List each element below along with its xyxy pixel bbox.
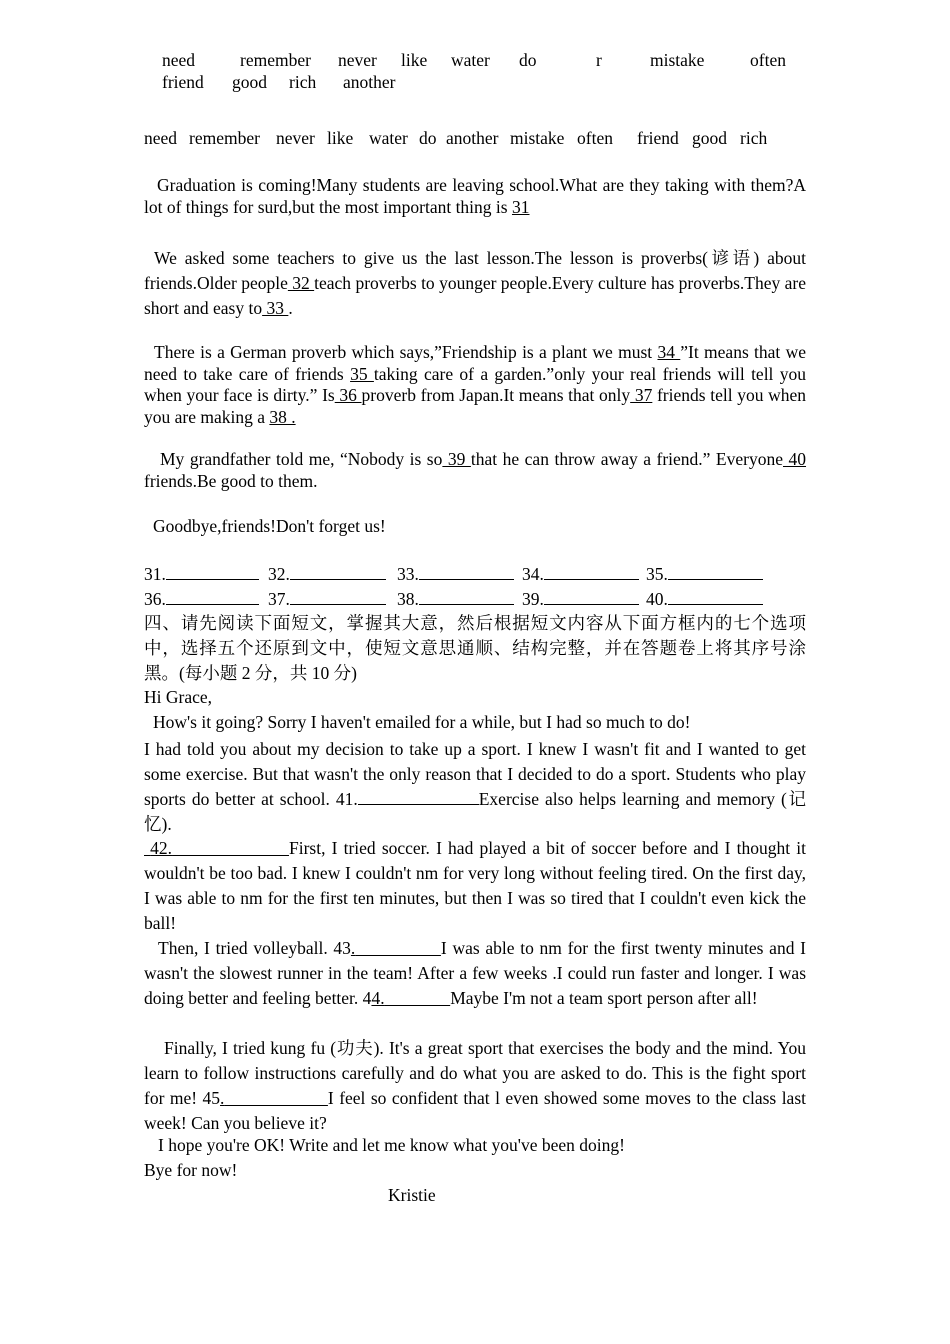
passage1-paragraph1: Graduation is coming!Many students are leaving school.What are they taking with them?A lot of things for surd,but the most important thing is 31 bbox=[144, 175, 806, 217]
letter-paragraph4: Then, I tried volleyball. 43. I was able to nm for the first twenty minutes and I wasn't the slowest runner in the team! After a few weeks .I could run faster and longer. I was doing better and feeling better. 44. Maybe I'm not a team sport person after all! bbox=[144, 938, 806, 1008]
letter-greeting: Hi Grace, bbox=[144, 687, 213, 707]
passage1-paragraph3: There is a German proverb which says,”Friendship is a plant we must 34 ”It means that we need to take care of friends 35 taking care of a garden.”only your real friends will tell you when your face is dirty.” Is 36 proverb from Japan.It means that only 37 friends tell you when you are making a 38 . bbox=[144, 342, 807, 427]
answer-33: 33. bbox=[397, 563, 514, 585]
answer-32: 32. bbox=[268, 563, 386, 585]
word-line-item: another bbox=[446, 128, 499, 148]
letter-paragraph2: I had told you about my decision to take up a sport. I knew I wasn't fit and I wanted to get some exercise. But that wasn't the only reason that I decided to do a sport. Students who play sports do better at school. 41. Exercise also helps learning and memory (记忆). bbox=[144, 739, 806, 834]
word-like: like bbox=[401, 50, 428, 70]
blank-42: 42. bbox=[150, 838, 173, 858]
word-another: another bbox=[343, 72, 396, 92]
blank-38: 38 . bbox=[269, 406, 296, 427]
word-good: good bbox=[232, 72, 267, 92]
blank-40: 40 bbox=[783, 449, 807, 469]
answer-38: 38. bbox=[397, 588, 514, 610]
word-water: water bbox=[451, 50, 490, 70]
letter-paragraph5: Finally, I tried kung fu (功夫). It's a great sport that exercises the body and the mind. You learn to follow instructions carefully and do what you are asked to do. This is the fight sport for me! 45. I feel so confident that l even showed some moves to the class last week! Can you believe it? bbox=[144, 1038, 806, 1133]
answer-36: 36. bbox=[144, 588, 259, 610]
letter-paragraph3: 42. First, I tried soccer. I had played a bit of soccer before and I thought it wouldn't be too bad. I knew I couldn't nm for very long without feeling tired. On the first day, I was able to nm for the first ten minutes, but then I was so tired that I couldn't even kick the ball! bbox=[144, 838, 807, 933]
answer-39: 39. bbox=[522, 588, 639, 610]
blank-45: . bbox=[220, 1088, 225, 1108]
word-often: often bbox=[750, 50, 786, 70]
letter-closing: Bye for now! bbox=[144, 1160, 238, 1180]
blank-31: 31 bbox=[511, 197, 530, 217]
passage1-paragraph2: We asked some teachers to give us the last lesson.The lesson is proverbs(谚语) about friends.Older people 32 teach proverbs to younger people.Every culture has proverbs.They are short and easy to 33 . bbox=[144, 248, 806, 318]
blank-33: 33 bbox=[262, 298, 289, 318]
word-friend: friend bbox=[162, 72, 204, 92]
blank-36: 36 bbox=[334, 385, 362, 405]
word-r: r bbox=[596, 50, 602, 70]
blank-43: . bbox=[350, 938, 356, 958]
word-line-item: friend bbox=[637, 128, 679, 148]
blank-39: 39 bbox=[442, 449, 471, 469]
word-line-item: often bbox=[577, 128, 613, 148]
word-mistake: mistake bbox=[650, 50, 705, 70]
word-line-item: rich bbox=[740, 128, 768, 148]
letter-line1: How's it going? Sorry I haven't emailed for a while, but I had so much to do! bbox=[153, 712, 691, 732]
word-line-item: good bbox=[692, 128, 727, 148]
blank-41 bbox=[358, 788, 479, 805]
passage1-closing: Goodbye,friends!Don't forget us! bbox=[153, 516, 386, 536]
blank-44: 4. bbox=[371, 988, 385, 1008]
answer-37: 37. bbox=[268, 588, 386, 610]
answer-34: 34. bbox=[522, 563, 639, 585]
word-line-item: water bbox=[369, 128, 408, 148]
letter-signature: Kristie bbox=[388, 1185, 436, 1205]
word-do: do bbox=[519, 50, 537, 70]
word-line-item: need bbox=[144, 128, 178, 148]
section4-instructions: 四、请先阅读下面短文，掌握其大意，然后根据短文内容从下面方框内的七个选项中，选择五个还原到文中，使短文意思通顺、结构完整，并在答题卷上将其序号涂黑。(每小题 2 分，共 10 分) bbox=[144, 613, 806, 683]
word-line-item: mistake bbox=[510, 128, 565, 148]
word-need: need bbox=[162, 50, 196, 70]
word-remember: remember bbox=[240, 50, 311, 70]
word-line-item: remember bbox=[189, 128, 260, 148]
blank-37: 37 bbox=[630, 385, 653, 405]
blank-32: 32 bbox=[287, 273, 315, 293]
answer-31: 31. bbox=[144, 563, 259, 585]
letter-line6: I hope you're OK! Write and let me know what you've been doing! bbox=[158, 1135, 625, 1155]
blank-35: 35 bbox=[350, 363, 374, 384]
word-line-item: never bbox=[276, 128, 315, 148]
word-line-item: do bbox=[419, 128, 437, 148]
answer-40: 40. bbox=[646, 588, 763, 610]
blank-34: 34 bbox=[657, 342, 681, 362]
answer-35: 35. bbox=[646, 563, 763, 585]
word-line-item: like bbox=[327, 128, 354, 148]
word-rich: rich bbox=[289, 72, 317, 92]
passage1-paragraph4: My grandfather told me, “Nobody is so 39 that he can throw away a friend.” Everyone 40 friends.Be good to them. bbox=[144, 449, 807, 491]
word-never: never bbox=[338, 50, 377, 70]
